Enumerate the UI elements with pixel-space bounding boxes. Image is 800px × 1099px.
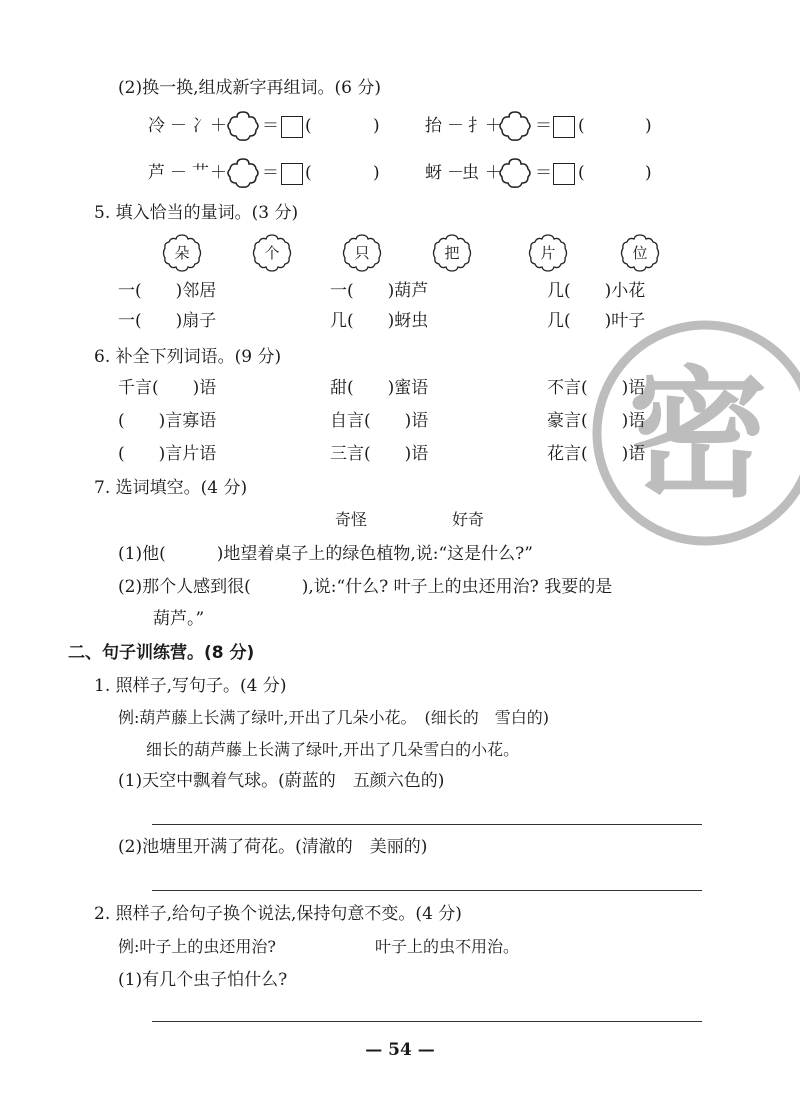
s2-q2-example-a: 叶子上的虫不用治。 (375, 937, 520, 956)
q5-title: 5. 填入恰当的量词。(3 分) (94, 203, 299, 223)
confidential-stamp (590, 318, 800, 548)
fill-blank-item[interactable]: 几( )叶子 (547, 311, 646, 331)
s2-q1-item-2: (2)池塘里开满了荷花。(清澈的 美丽的) (118, 837, 428, 857)
s2-q2-example-q: 例:叶子上的虫还用治? (118, 937, 276, 956)
flower-blank-icon[interactable] (498, 156, 532, 190)
fill-blank-item[interactable]: 花言( )语 (547, 444, 646, 464)
fill-blank-item[interactable]: 豪言( )语 (547, 411, 646, 431)
q7-sentence-2[interactable]: (2)那个人感到很( ),说:“什么? 叶子上的虫还用治? 我要的是 (118, 577, 613, 597)
answer-box[interactable] (281, 116, 303, 138)
fill-blank-item[interactable]: 一( )扇子 (118, 311, 217, 331)
s2-q2-item-1: (1)有几个虫子怕什么? (118, 970, 288, 990)
q7-sentence-2-cont: 葫芦。” (153, 609, 205, 629)
answer-box[interactable] (553, 116, 575, 138)
s2-q1-item-1: (1)天空中飘着气球。(蔚蓝的 五颜六色的) (118, 771, 445, 791)
fill-blank-item[interactable]: 自言( )语 (330, 411, 429, 431)
flower-blank-icon[interactable] (226, 109, 260, 143)
answer-box[interactable] (281, 163, 303, 185)
s2-q1-example-answer: 细长的葫芦藤上长满了绿叶,开出了几朵雪白的小花。 (146, 740, 520, 759)
answer-box[interactable] (553, 163, 575, 185)
word-choice: 好奇 (452, 510, 485, 529)
answer-line[interactable] (152, 890, 702, 891)
flower-blank-icon[interactable] (226, 156, 260, 190)
q4-2-title: (2)换一换,组成新字再组词。(6 分) (118, 78, 381, 98)
stamp-character: 密 (627, 354, 769, 517)
fill-blank-item[interactable]: 不言( )语 (547, 378, 646, 398)
fill-blank-item[interactable]: 一( )葫芦 (330, 281, 429, 301)
word-choice: 奇怪 (335, 510, 368, 529)
page-number: — 54 — (365, 1040, 435, 1060)
fill-blank-item[interactable]: ( )言片语 (118, 444, 217, 464)
fill-blank-item[interactable]: 三言( )语 (330, 444, 429, 464)
q7-sentence-1[interactable]: (1)他( )地望着桌子上的绿色植物,说:“这是什么?” (118, 544, 533, 564)
answer-line[interactable] (152, 824, 702, 825)
fill-blank-item[interactable]: 甜( )蜜语 (330, 378, 429, 398)
flower-blank-icon[interactable] (498, 109, 532, 143)
s2-q2-title: 2. 照样子,给句子换个说法,保持句意不变。(4 分) (94, 904, 462, 924)
q7-title: 7. 选词填空。(4 分) (94, 478, 248, 498)
section-2-heading: 二、句子训练营。(8 分) (68, 643, 255, 663)
fill-blank-item[interactable]: ( )言寡语 (118, 411, 217, 431)
fill-blank-item[interactable]: 一( )邻居 (118, 281, 217, 301)
s2-q1-title: 1. 照样子,写句子。(4 分) (94, 676, 287, 696)
fill-blank-item[interactable]: 几( )小花 (547, 281, 646, 301)
s2-q1-example: 例:葫芦藤上长满了绿叶,开出了几朵小花。 (细长的 雪白的) (118, 708, 549, 727)
q6-title: 6. 补全下列词语。(9 分) (94, 347, 282, 367)
fill-blank-item[interactable]: 千言( )语 (118, 378, 217, 398)
answer-line[interactable] (152, 1021, 702, 1022)
fill-blank-item[interactable]: 几( )蚜虫 (330, 311, 429, 331)
